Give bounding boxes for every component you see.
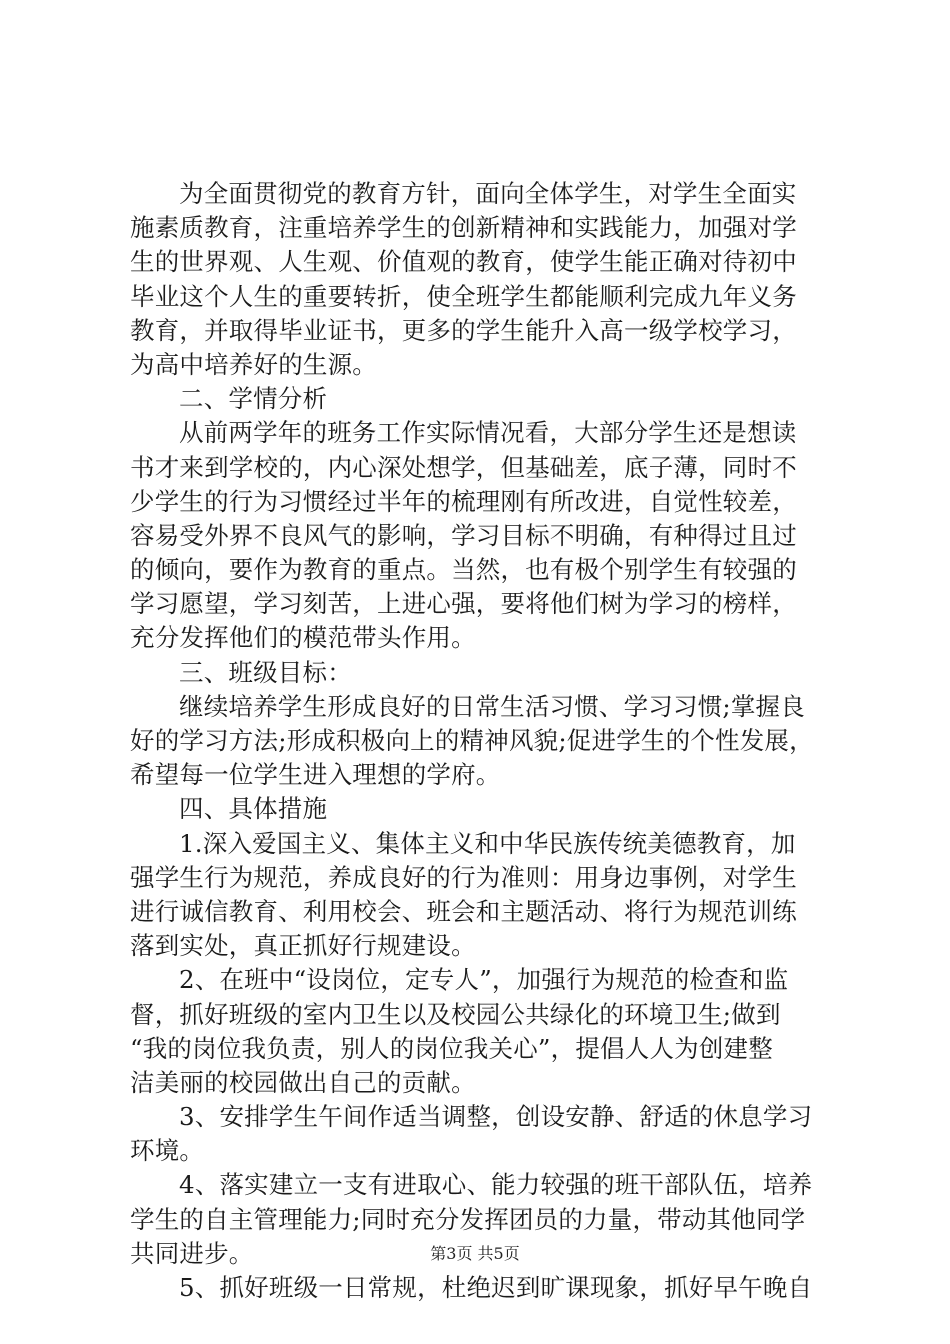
paragraph-line: 生的世界观、人生观、价值观的教育，使学生能正确对待初中 [130,247,797,277]
paragraph-line: 4、落实建立一支有进取心、能力较强的班干部队伍，培养 [179,1170,813,1200]
paragraph-line: 好的学习方法;形成积极向上的精神风貌;促进学生的个性发展， [130,726,814,755]
paragraph-line: 少学生的行为习惯经过半年的梳理刚有所改进，自觉性较差， [130,486,797,516]
paragraph-line: 学习愿望，学习刻苦，上进心强，要将他们树为学习的榜样， [130,589,797,619]
paragraph-line: 充分发挥他们的模范带头作用。 [130,623,476,653]
paragraph-line: 施素质教育，注重培养学生的创新精神和实践能力，加强对学 [130,213,797,243]
paragraph-line: 环境。 [130,1136,205,1166]
section-heading: 二、学情分析 [179,384,328,414]
paragraph-line: 强学生行为规范，养成良好的行为准则：用身边事例，对学生 [130,862,797,892]
paragraph-line: 1.深入爱国主义、集体主义和中华民族传统美德教育，加 [179,828,796,858]
paragraph-line: 督，抓好班级的室内卫生以及校园公共绿化的环境卫生;做到 [130,999,781,1029]
paragraph-line: 落到实处，真正抓好行规建设。 [130,931,476,961]
paragraph-line: 从前两学年的班务工作实际情况看，大部分学生还是想读 [179,418,797,448]
paragraph-line: 3、安排学生午间作适当调整，创设安静、舒适的休息学习 [179,1102,813,1132]
paragraph-line: 为高中培养好的生源。 [130,349,377,379]
paragraph-line: 毕业这个人生的重要转折，使全班学生都能顺利完成九年义务 [130,281,797,311]
paragraph-line: 5、抓好班级一日常规，杜绝迟到旷课现象，抓好早午晚自 [179,1273,813,1302]
section-heading: 四、具体措施 [179,794,328,824]
paragraph-line: “我的岗位我负责，别人的岗位我关心”，提倡人人为创建整 [130,1033,773,1063]
paragraph-line: 学生的自主管理能力;同时充分发挥团员的力量，带动其他同学 [130,1204,806,1234]
paragraph-line: 2、在班中“设岗位，定专人”，加强行为规范的检查和监 [179,965,789,995]
paragraph-line: 的倾向，要作为教育的重点。当然，也有极个别学生有较强的 [130,555,797,585]
paragraph-line: 继续培养学生形成良好的日常生活习惯、学习习惯;掌握良 [179,691,805,721]
paragraph-line: 容易受外界不良风气的影响，学习目标不明确，有种得过且过 [130,520,797,550]
page-number-footer: 第3页 共5页 [430,1244,520,1263]
paragraph-line: 希望每一位学生进入理想的学府。 [130,760,501,790]
paragraph-line: 洁美丽的校园做出自己的贡献。 [130,1067,476,1097]
paragraph-line: 进行诚信教育、利用校会、班会和主题活动、将行为规范训练 [130,896,797,926]
paragraph-line: 共同进步。 [130,1238,254,1268]
section-heading: 三、班级目标： [179,657,352,687]
paragraph-line: 书才来到学校的，内心深处想学，但基础差，底子薄，同时不 [130,452,797,482]
paragraph-line: 教育，并取得毕业证书，更多的学生能升入高一级学校学习， [130,315,797,345]
paragraph-line: 为全面贯彻党的教育方针，面向全体学生，对学生全面实 [179,179,797,208]
document-body [130,177,840,1305]
